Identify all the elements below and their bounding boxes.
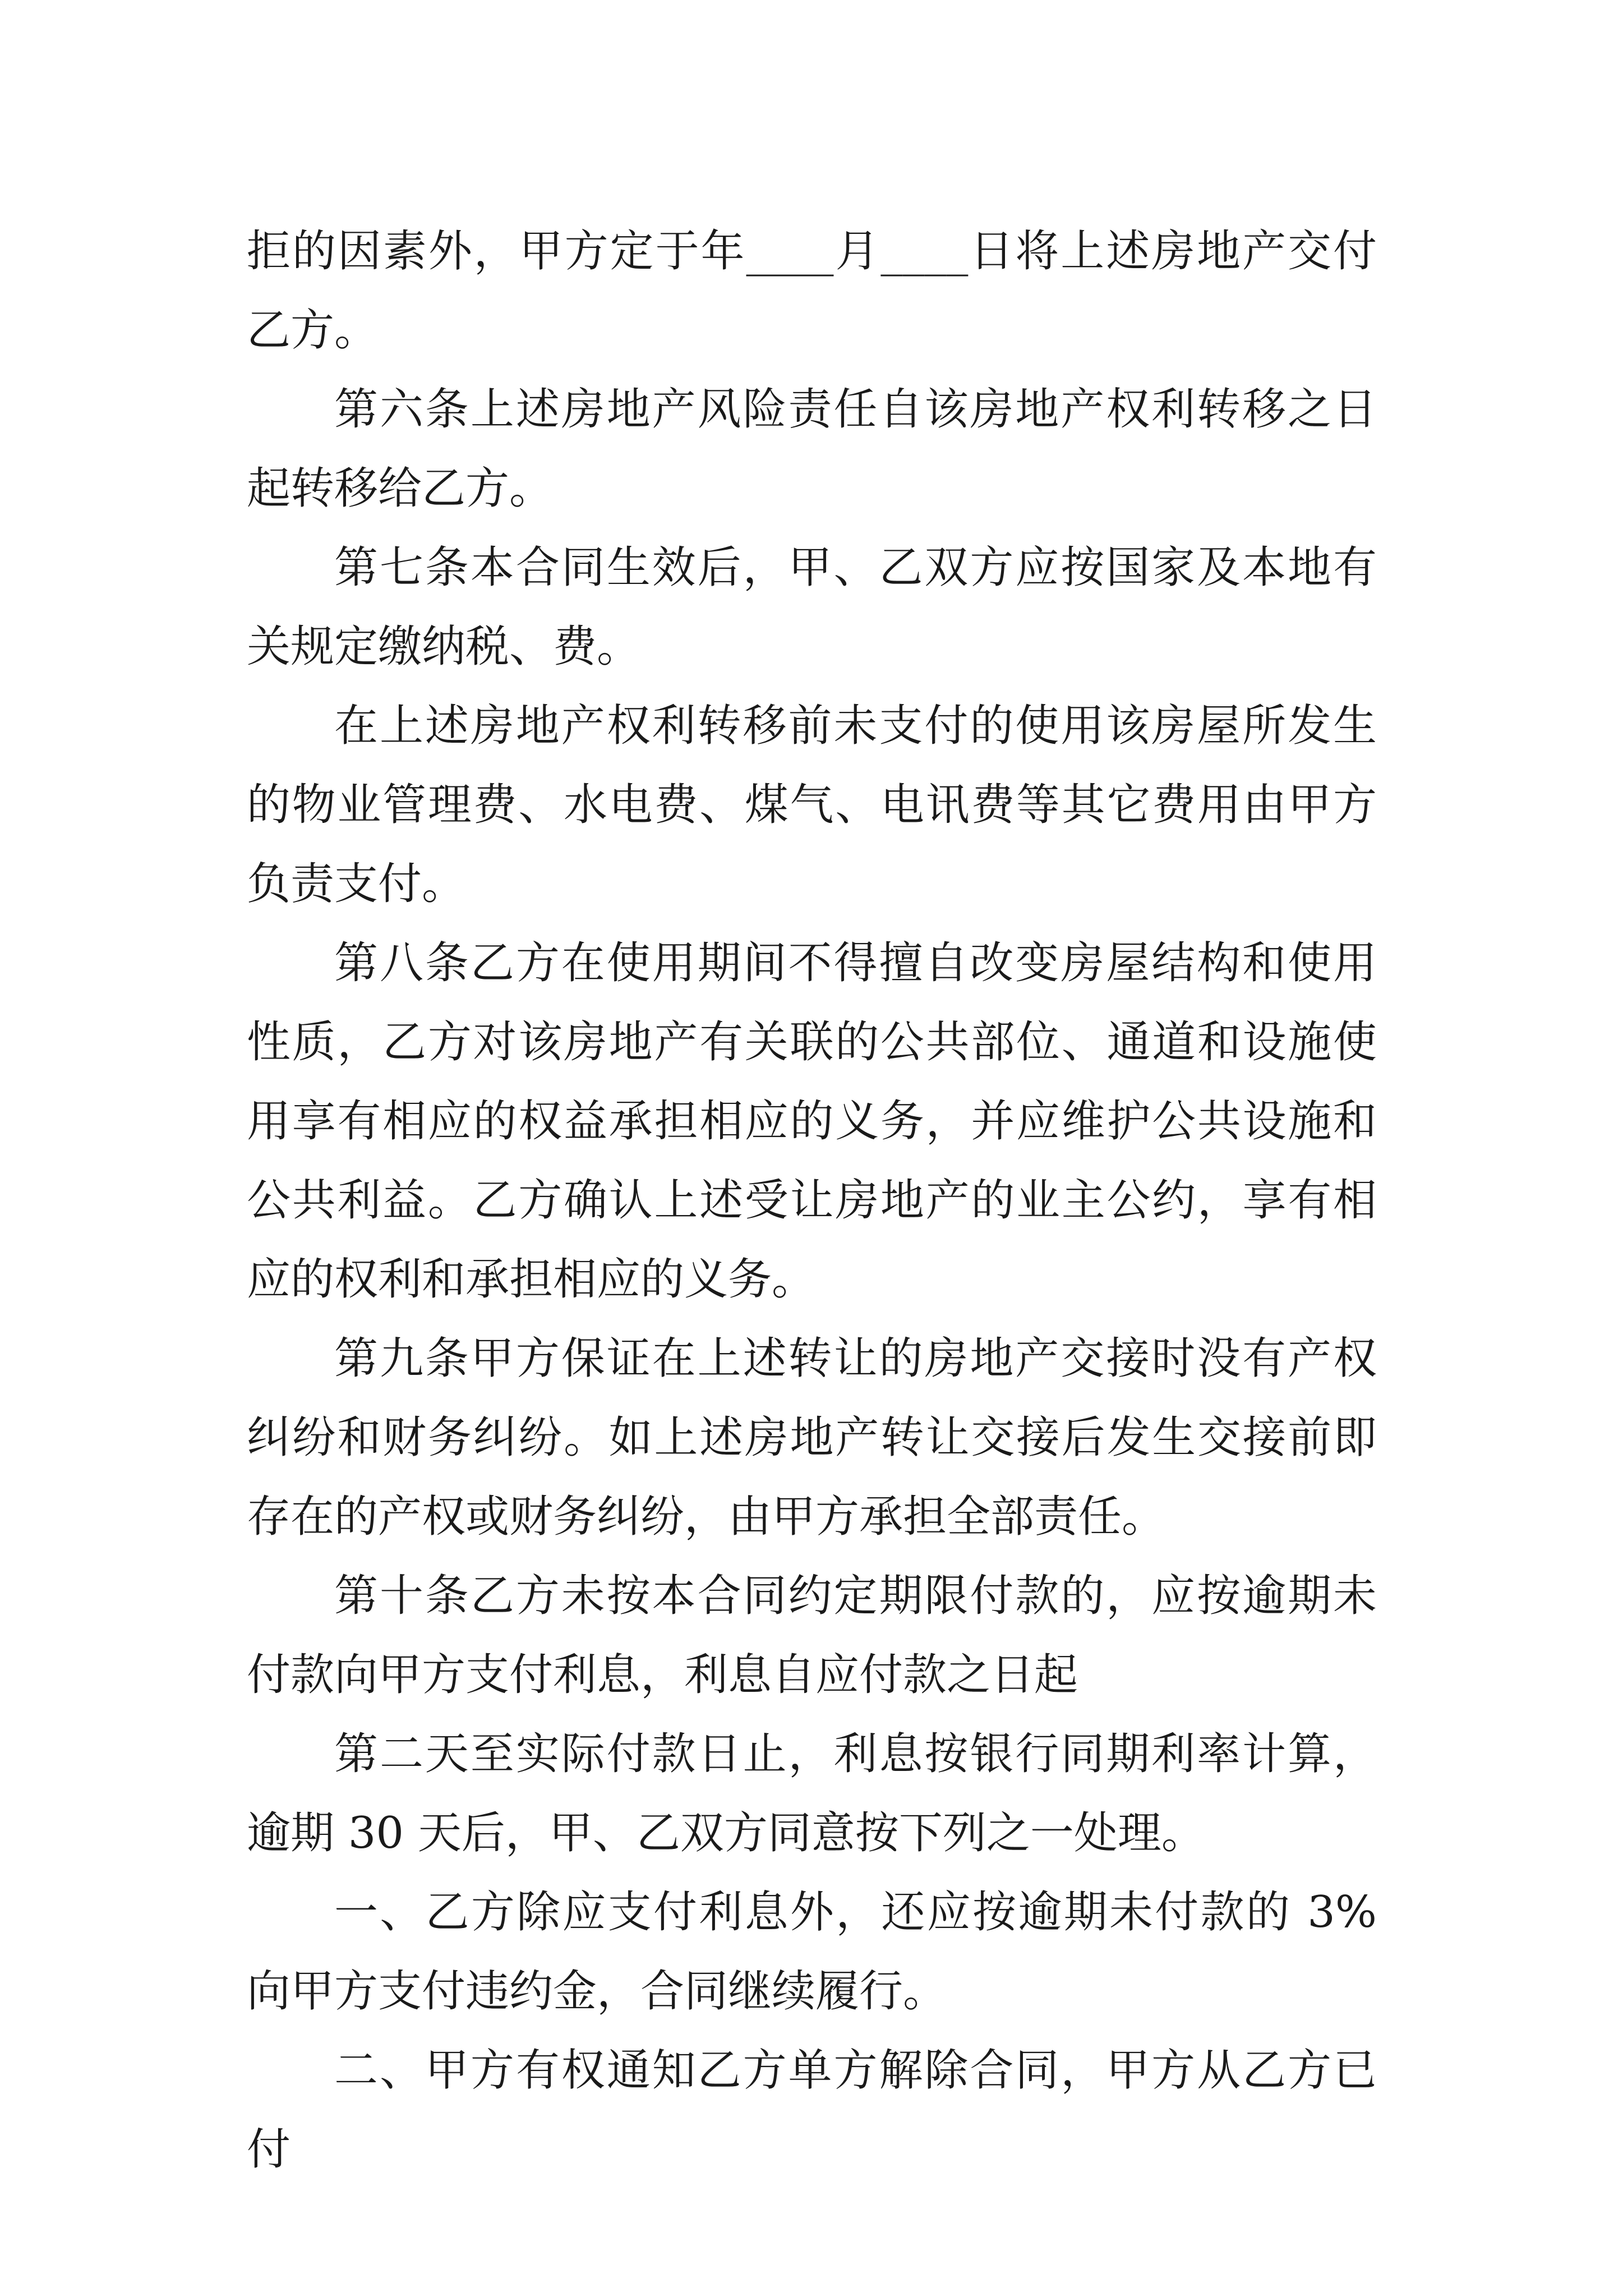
- paragraph-article-10: 第十条乙方未按本合同约定期限付款的，应按逾期未付款向甲方支付利息，利息自应付款之日起: [247, 1571, 1377, 1700]
- paragraph-interest: 第二天至实际付款日止，利息按银行同期利率计算，逾期 30 天后，甲、乙双方同意按下列之一处理。: [247, 1729, 1377, 1858]
- paragraph-fees: 在上述房地产权利转移前未支付的使用该房屋所发生的物业管理费、水电费、煤气、电讯费等其它费用由甲方负责支付。: [247, 701, 1377, 909]
- paragraph-continuation: 拒的因素外，甲方定于年____月____日将上述房地产交付乙方。: [247, 226, 1377, 356]
- document-body: [247, 212, 1377, 2189]
- paragraph-article-8: 第八条乙方在使用期间不得擅自改变房屋结构和使用性质，乙方对该房地产有关联的公共部位、通道和设施使用享有相应的权益承担相应的义务，并应维护公共设施和公共利益。乙方确认上述受让房地产的业主公约，享有相应的权利和承担相应的义务。: [247, 938, 1377, 1305]
- paragraph-article-7: 第七条本合同生效后，甲、乙双方应按国家及本地有关规定缴纳税、费。: [247, 542, 1377, 672]
- paragraph-option-1: 一、乙方除应支付利息外，还应按逾期未付款的 3%向甲方支付违约金，合同继续履行。: [247, 1887, 1377, 2017]
- paragraph-option-2: 二、甲方有权通知乙方单方解除合同，甲方从乙方已付: [247, 2045, 1377, 2175]
- paragraph-article-9: 第九条甲方保证在上述转让的房地产交接时没有产权纠纷和财务纠纷。如上述房地产转让交接后发生交接前即存在的产权或财务纠纷，由甲方承担全部责任。: [247, 1333, 1377, 1542]
- paragraph-article-6: 第六条上述房地产风险责任自该房地产权利转移之日起转移给乙方。: [247, 384, 1377, 514]
